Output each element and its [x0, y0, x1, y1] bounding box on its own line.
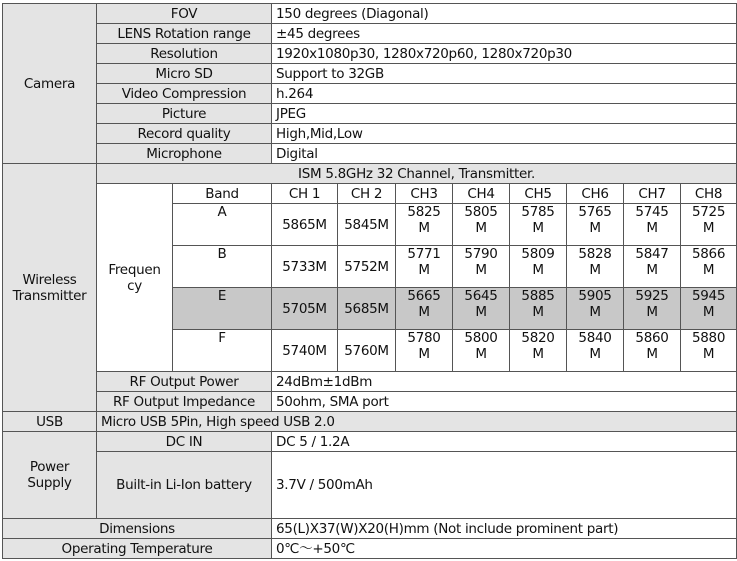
channel-header: CH6	[567, 184, 624, 204]
rf-output-power-value: 24dBm±1dBm	[272, 372, 737, 392]
camera-spec-value: Digital	[272, 144, 737, 164]
wireless-group-line1: Wireless	[22, 271, 77, 288]
frequency-label-line1: Frequen	[108, 261, 161, 278]
dimensions-label: Dimensions	[3, 519, 272, 539]
band-name: A	[173, 204, 272, 246]
channel-frequency: 5705M	[272, 288, 338, 330]
channel-frequency: 5820 M	[510, 330, 567, 372]
band-name: B	[173, 246, 272, 288]
channel-frequency: 5685M	[338, 288, 396, 330]
camera-spec-label: Micro SD	[97, 64, 272, 84]
channel-frequency: 5800 M	[453, 330, 510, 372]
camera-spec-value: Support to 32GB	[272, 64, 737, 84]
camera-spec-value: JPEG	[272, 104, 737, 124]
channel-frequency: 5860 M	[624, 330, 681, 372]
channel-frequency: 5845M	[338, 204, 396, 246]
power-spec-label: Built-in Li-Ion battery	[97, 452, 272, 519]
channel-frequency: 5665 M	[396, 288, 453, 330]
channel-frequency: 5771 M	[396, 246, 453, 288]
channel-header: CH 1	[272, 184, 338, 204]
channel-header: CH 2	[338, 184, 396, 204]
channel-frequency: 5780 M	[396, 330, 453, 372]
power-spec-label: DC IN	[97, 432, 272, 452]
channel-header: CH3	[396, 184, 453, 204]
channel-frequency: 5740M	[272, 330, 338, 372]
spec-table	[2, 3, 737, 559]
power-spec-value: 3.7V / 500mAh	[272, 452, 737, 519]
channel-frequency: 5805 M	[453, 204, 510, 246]
channel-frequency: 5752M	[338, 246, 396, 288]
rf-output-power-label: RF Output Power	[97, 372, 272, 392]
channel-frequency: 5866 M	[681, 246, 737, 288]
camera-spec-label: FOV	[97, 4, 272, 24]
camera-spec-label: Resolution	[97, 44, 272, 64]
usb-group-label: USB	[3, 412, 97, 432]
band-name: F	[173, 330, 272, 372]
camera-spec-value: ±45 degrees	[272, 24, 737, 44]
channel-frequency: 5865M	[272, 204, 338, 246]
camera-group-label: Camera	[3, 4, 97, 164]
channel-frequency: 5885 M	[510, 288, 567, 330]
channel-frequency: 5745 M	[624, 204, 681, 246]
dimensions-value: 65(L)X37(W)X20(H)mm (Not include prominent part)	[272, 519, 737, 539]
power-spec-value: DC 5 / 1.2A	[272, 432, 737, 452]
channel-frequency: 5825 M	[396, 204, 453, 246]
channel-frequency: 5733M	[272, 246, 338, 288]
channel-header: CH4	[453, 184, 510, 204]
channel-frequency: 5847 M	[624, 246, 681, 288]
wireless-summary: ISM 5.8GHz 32 Channel, Transmitter.	[97, 164, 737, 184]
power-group-label	[3, 432, 97, 519]
camera-spec-label: Microphone	[97, 144, 272, 164]
camera-spec-label: LENS Rotation range	[97, 24, 272, 44]
channel-frequency: 5925 M	[624, 288, 681, 330]
channel-frequency: 5760M	[338, 330, 396, 372]
usb-value: Micro USB 5Pin, High speed USB 2.0	[97, 412, 737, 432]
frequency-label-line2: cy	[127, 277, 142, 294]
channel-header: CH8	[681, 184, 737, 204]
power-group-line1: Power	[29, 459, 70, 475]
channel-frequency: 5809 M	[510, 246, 567, 288]
camera-spec-label: Picture	[97, 104, 272, 124]
camera-spec-value: High,Mid,Low	[272, 124, 737, 144]
power-group-line2: Supply	[27, 475, 72, 491]
wireless-group-label	[3, 164, 97, 412]
channel-frequency: 5645 M	[453, 288, 510, 330]
channel-frequency: 5725 M	[681, 204, 737, 246]
camera-spec-label: Record quality	[97, 124, 272, 144]
camera-spec-value: 150 degrees (Diagonal)	[272, 4, 737, 24]
channel-frequency: 5790 M	[453, 246, 510, 288]
band-name: E	[173, 288, 272, 330]
band-header: Band	[173, 184, 272, 204]
channel-frequency: 5828 M	[567, 246, 624, 288]
operating-temperature-value: 0℃～+50℃	[272, 539, 737, 559]
channel-frequency: 5945 M	[681, 288, 737, 330]
rf-output-impedance-value: 50ohm, SMA port	[272, 392, 737, 412]
camera-spec-label: Video Compression	[97, 84, 272, 104]
frequency-label	[97, 184, 173, 372]
channel-frequency: 5785 M	[510, 204, 567, 246]
channel-frequency: 5880 M	[681, 330, 737, 372]
channel-frequency: 5905 M	[567, 288, 624, 330]
operating-temperature-label: Operating Temperature	[3, 539, 272, 559]
channel-frequency: 5765 M	[567, 204, 624, 246]
camera-spec-value: h.264	[272, 84, 737, 104]
rf-output-impedance-label: RF Output Impedance	[97, 392, 272, 412]
channel-header: CH5	[510, 184, 567, 204]
channel-header: CH7	[624, 184, 681, 204]
camera-spec-value: 1920x1080p30, 1280x720p60, 1280x720p30	[272, 44, 737, 64]
channel-frequency: 5840 M	[567, 330, 624, 372]
wireless-group-line2: Transmitter	[12, 287, 87, 304]
